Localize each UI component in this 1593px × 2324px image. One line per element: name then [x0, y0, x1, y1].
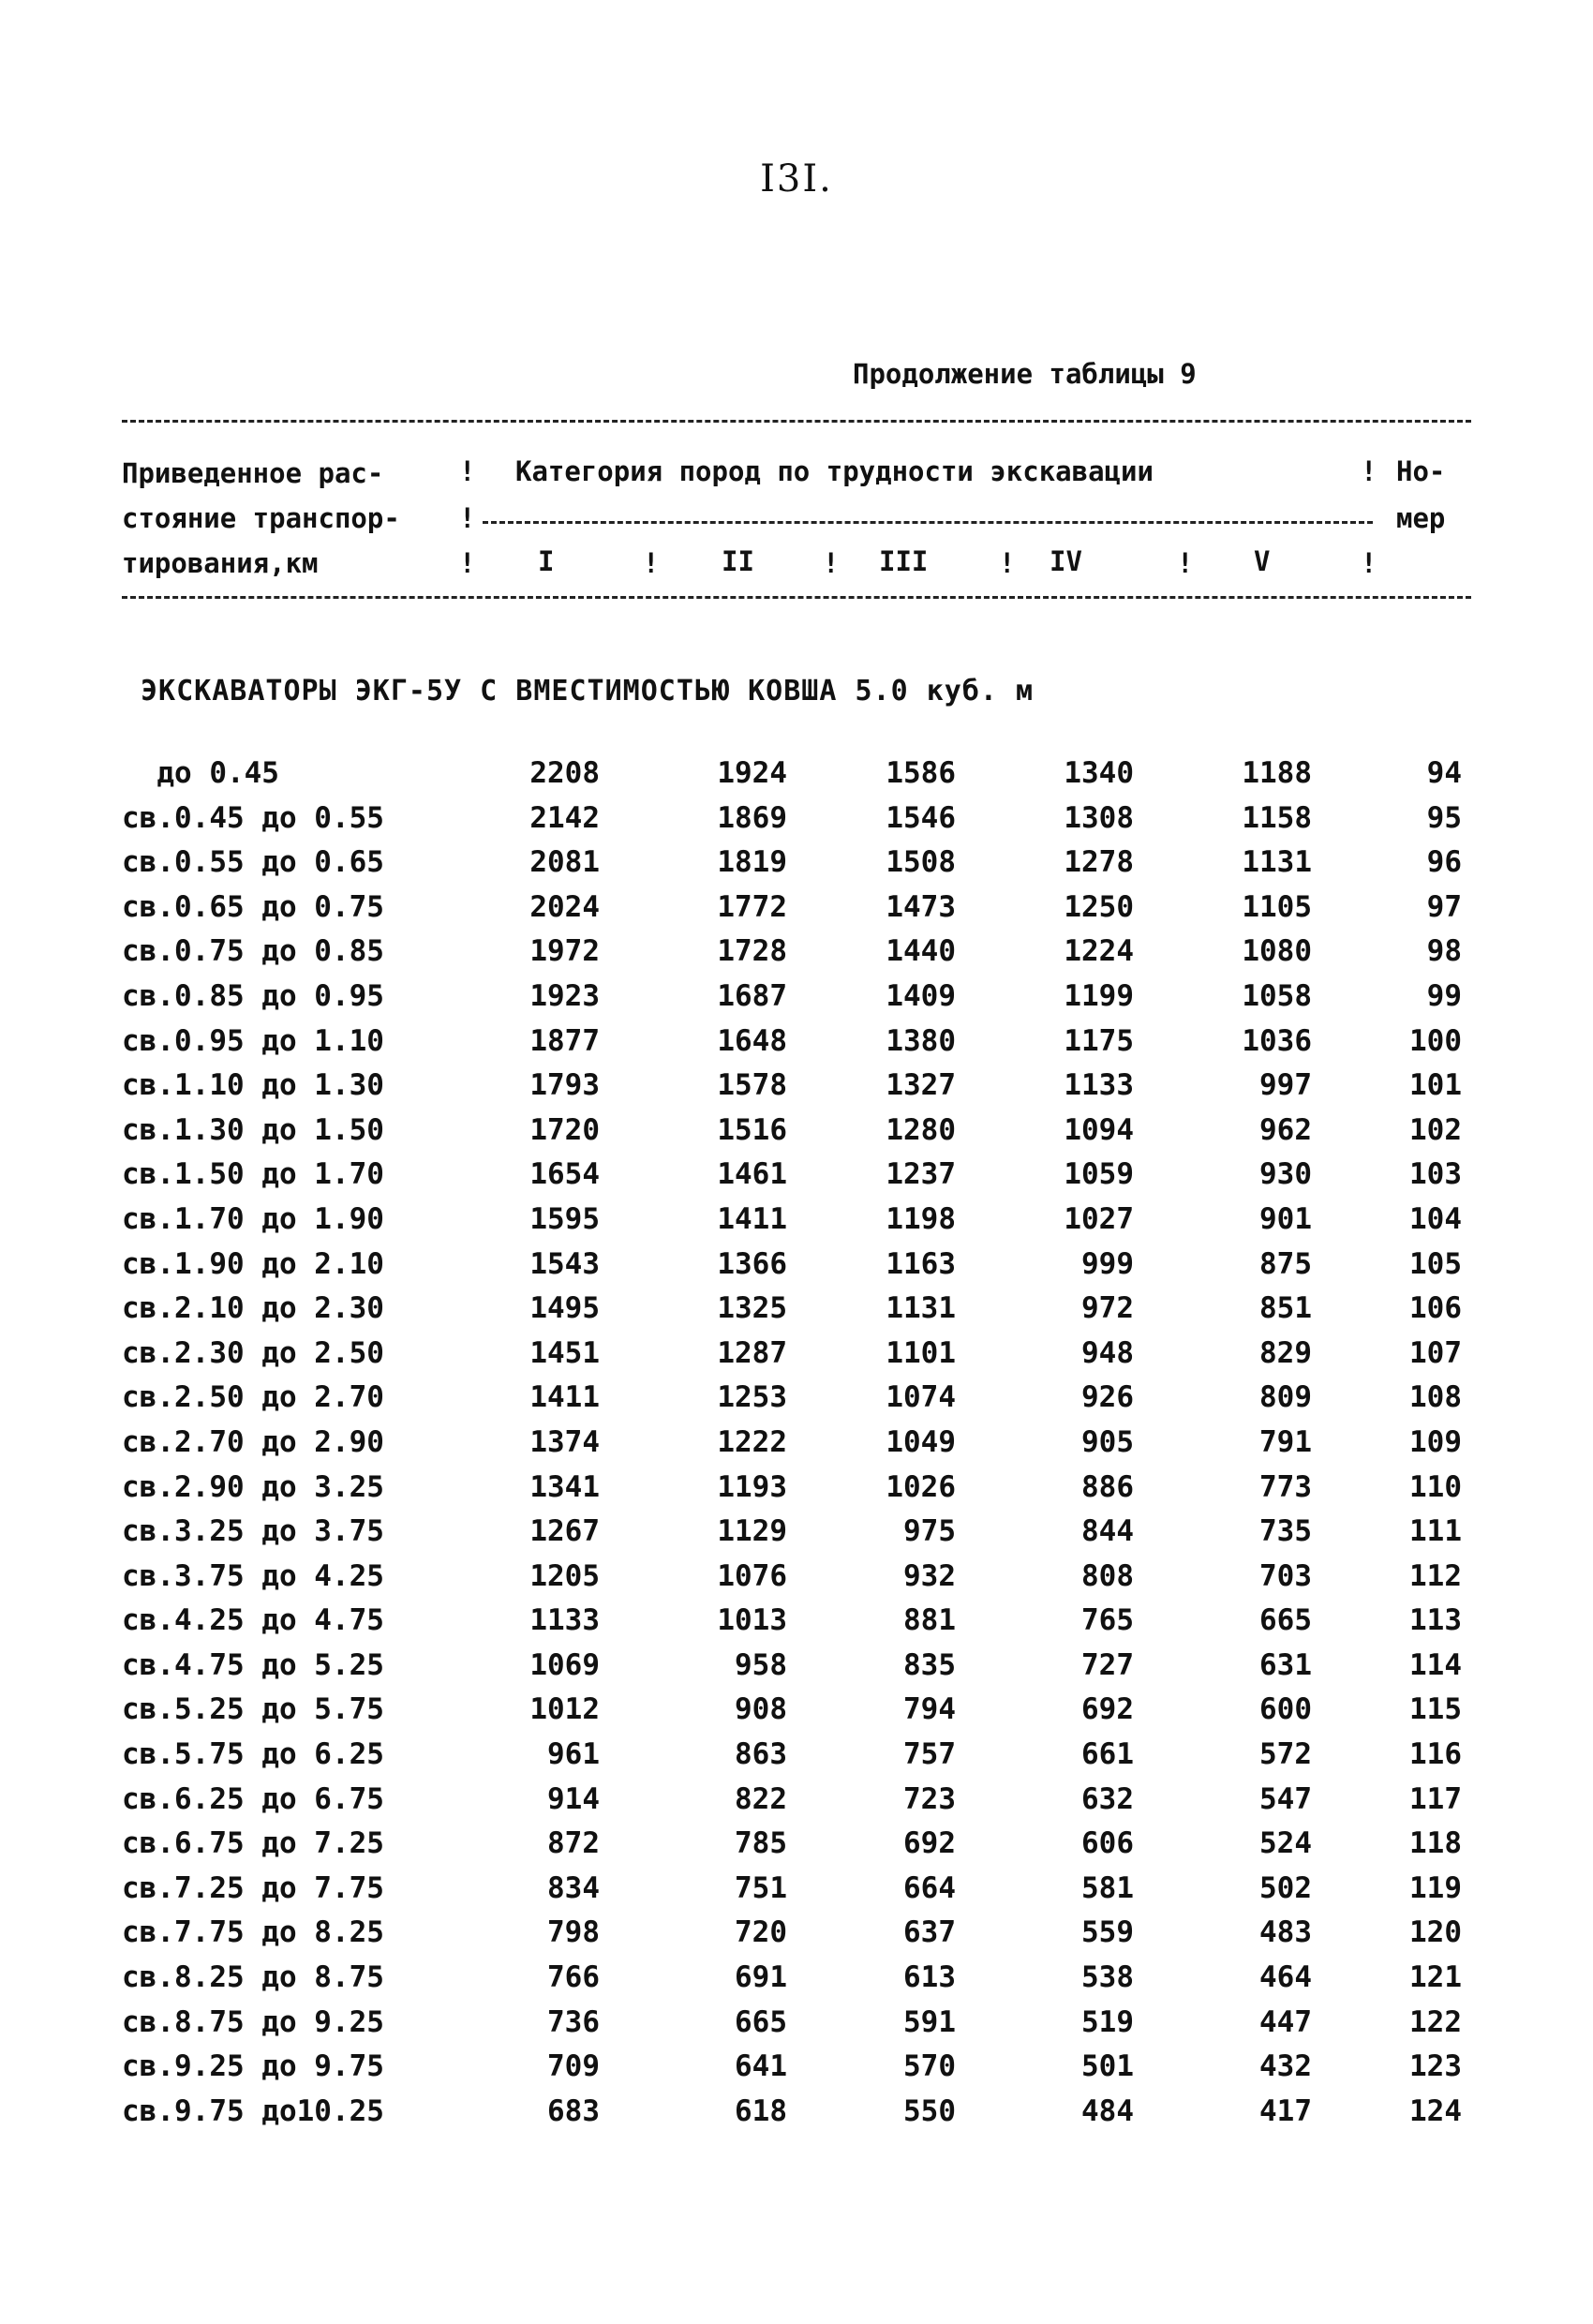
category-i-cell: 1923 [529, 978, 600, 1013]
category-v-cell: 572 [1259, 1737, 1312, 1772]
category-ii-cell: 1819 [717, 845, 787, 880]
category-i-cell: 1495 [529, 1291, 600, 1326]
category-i-cell: 1543 [529, 1246, 600, 1281]
distance-cell: св.0.75 до 0.85 [122, 934, 384, 969]
category-iii-cell: 835 [903, 1647, 956, 1682]
separator-bar: ! [999, 547, 1016, 579]
category-v-cell: 997 [1259, 1068, 1312, 1103]
category-v-cell: 483 [1259, 1915, 1312, 1950]
table-row [0, 1245, 1593, 1290]
category-iii-cell: 1508 [886, 845, 956, 880]
category-ii-cell: 1461 [717, 1157, 787, 1192]
category-ii-cell: 1253 [717, 1380, 787, 1415]
category-iii-cell: 1026 [886, 1469, 956, 1504]
category-ii-cell: 1129 [717, 1514, 787, 1549]
distance-cell: св.7.75 до 8.25 [122, 1915, 384, 1950]
row-number-cell: 124 [1409, 2093, 1462, 2128]
category-i-cell: 1972 [529, 934, 600, 969]
category-i-cell: 798 [547, 1915, 600, 1950]
category-i-cell: 2208 [529, 756, 600, 790]
row-number-cell: 121 [1409, 1960, 1462, 1995]
table-row [0, 1736, 1593, 1780]
category-iii-cell: 692 [903, 1826, 956, 1861]
category-iv-cell: 1133 [1064, 1068, 1134, 1103]
distance-cell: св.0.45 до 0.55 [122, 800, 384, 835]
table-row [0, 1111, 1593, 1156]
category-v-cell: 1131 [1242, 845, 1312, 880]
category-v-cell: 665 [1259, 1603, 1312, 1638]
distance-header-line-1: Приведенное рас- [122, 457, 384, 489]
distance-cell: св.2.50 до 2.70 [122, 1380, 384, 1415]
category-ii-cell: 1222 [717, 1424, 787, 1459]
category-i-cell: 2081 [529, 845, 600, 880]
category-ii-cell: 908 [735, 1692, 787, 1727]
distance-cell: св.1.70 до 1.90 [122, 1201, 384, 1236]
category-iii-cell: 1280 [886, 1112, 956, 1147]
row-number-cell: 116 [1409, 1737, 1462, 1772]
category-i-cell: 2024 [529, 889, 600, 924]
category-ii-cell: 1366 [717, 1246, 787, 1281]
table-row [0, 2093, 1593, 2138]
category-ii-cell: 641 [735, 2049, 787, 2084]
category-iii-cell: 757 [903, 1737, 956, 1772]
category-header-iii: III [879, 545, 929, 577]
row-number-cell: 101 [1409, 1068, 1462, 1103]
distance-cell: св.6.75 до 7.25 [122, 1826, 384, 1861]
table-row [0, 1646, 1593, 1691]
distance-cell: св.0.95 до 1.10 [122, 1023, 384, 1058]
table-row [0, 1334, 1593, 1379]
table-row [0, 1468, 1593, 1513]
table-row [0, 1289, 1593, 1334]
category-v-cell: 524 [1259, 1826, 1312, 1861]
category-iv-cell: 765 [1081, 1603, 1134, 1638]
table-row [0, 1066, 1593, 1111]
category-i-cell: 834 [547, 1870, 600, 1905]
row-number-cell: 117 [1409, 1781, 1462, 1816]
category-i-cell: 872 [547, 1826, 600, 1861]
category-v-cell: 447 [1259, 2004, 1312, 2039]
category-iv-cell: 844 [1081, 1514, 1134, 1549]
table-row [0, 2048, 1593, 2093]
distance-header-line-2: стояние транспор- [122, 502, 400, 534]
category-iv-cell: 538 [1081, 1960, 1134, 1995]
category-iv-cell: 926 [1081, 1380, 1134, 1415]
category-iii-cell: 881 [903, 1603, 956, 1638]
category-header-iv: IV [1050, 545, 1082, 577]
category-iii-cell: 1327 [886, 1068, 956, 1103]
separator-bar: ! [1361, 455, 1377, 487]
row-number-cell: 118 [1409, 1826, 1462, 1861]
row-number-cell: 110 [1409, 1469, 1462, 1504]
category-iii-cell: 1473 [886, 889, 956, 924]
category-ii-cell: 1728 [717, 934, 787, 969]
group-underline [483, 521, 1373, 524]
distance-cell: св.9.75 до10.25 [122, 2093, 384, 2128]
category-iv-cell: 905 [1081, 1424, 1134, 1459]
distance-cell: св.2.70 до 2.90 [122, 1424, 384, 1459]
row-number-cell: 97 [1426, 889, 1462, 924]
distance-cell: св.0.85 до 0.95 [122, 978, 384, 1013]
table-row [0, 799, 1593, 844]
category-iii-cell: 613 [903, 1960, 956, 1995]
category-i-cell: 1374 [529, 1424, 600, 1459]
category-iv-cell: 999 [1081, 1246, 1134, 1281]
category-v-cell: 809 [1259, 1380, 1312, 1415]
distance-cell: св.2.90 до 3.25 [122, 1469, 384, 1504]
row-number-cell: 98 [1426, 934, 1462, 969]
category-ii-cell: 1687 [717, 978, 787, 1013]
row-number-cell: 114 [1409, 1647, 1462, 1682]
category-v-cell: 930 [1259, 1157, 1312, 1192]
category-v-cell: 735 [1259, 1514, 1312, 1549]
distance-cell: св.2.30 до 2.50 [122, 1335, 384, 1370]
table-row [0, 1022, 1593, 1067]
distance-cell: св.8.25 до 8.75 [122, 1960, 384, 1995]
row-number-cell: 107 [1409, 1335, 1462, 1370]
row-number-cell: 109 [1409, 1424, 1462, 1459]
table-continuation-label: Продолжение таблицы 9 [853, 358, 1197, 390]
category-iv-cell: 692 [1081, 1692, 1134, 1727]
category-iv-cell: 1027 [1064, 1201, 1134, 1236]
distance-cell: св.7.25 до 7.75 [122, 1870, 384, 1905]
table-row [0, 888, 1593, 933]
number-header-line-1: Но- [1396, 455, 1446, 487]
table-row [0, 1825, 1593, 1870]
category-ii-cell: 1924 [717, 756, 787, 790]
category-iii-cell: 1440 [886, 934, 956, 969]
table-row [0, 1959, 1593, 2004]
distance-cell: св.0.65 до 0.75 [122, 889, 384, 924]
rock-category-group-title: Категория пород по трудности экскавации [515, 455, 1154, 487]
category-iv-cell: 484 [1081, 2093, 1134, 2128]
category-iv-cell: 501 [1081, 2049, 1134, 2084]
table-row [0, 2004, 1593, 2048]
distance-cell: св.3.25 до 3.75 [122, 1514, 384, 1549]
row-number-cell: 120 [1409, 1915, 1462, 1950]
category-ii-cell: 822 [735, 1781, 787, 1816]
table-row [0, 1691, 1593, 1736]
separator-bar: ! [459, 455, 476, 487]
category-v-cell: 502 [1259, 1870, 1312, 1905]
distance-cell: св.1.10 до 1.30 [122, 1068, 384, 1103]
category-iv-cell: 1094 [1064, 1112, 1134, 1147]
category-iv-cell: 581 [1081, 1870, 1134, 1905]
category-i-cell: 1012 [529, 1692, 600, 1727]
category-iii-cell: 794 [903, 1692, 956, 1727]
category-ii-cell: 1287 [717, 1335, 787, 1370]
distance-cell: св.4.75 до 5.25 [122, 1647, 384, 1682]
category-iv-cell: 1175 [1064, 1023, 1134, 1058]
row-number-cell: 115 [1409, 1692, 1462, 1727]
table-body [0, 754, 1593, 2137]
table-row [0, 1378, 1593, 1423]
category-v-cell: 773 [1259, 1469, 1312, 1504]
category-iii-cell: 1546 [886, 800, 956, 835]
category-ii-cell: 691 [735, 1960, 787, 1995]
category-iv-cell: 1250 [1064, 889, 1134, 924]
category-v-cell: 1058 [1242, 978, 1312, 1013]
category-i-cell: 961 [547, 1737, 600, 1772]
category-v-cell: 600 [1259, 1692, 1312, 1727]
category-i-cell: 1451 [529, 1335, 600, 1370]
category-ii-cell: 1013 [717, 1603, 787, 1638]
category-i-cell: 1720 [529, 1112, 600, 1147]
category-iii-cell: 1131 [886, 1291, 956, 1326]
category-ii-cell: 1578 [717, 1068, 787, 1103]
category-iv-cell: 727 [1081, 1647, 1134, 1682]
category-i-cell: 1877 [529, 1023, 600, 1058]
row-number-cell: 106 [1409, 1291, 1462, 1326]
separator-bar: ! [823, 547, 840, 579]
header-bottom-rule [122, 596, 1471, 599]
category-ii-cell: 665 [735, 2004, 787, 2039]
category-v-cell: 1188 [1242, 756, 1312, 790]
category-iv-cell: 1340 [1064, 756, 1134, 790]
category-iii-cell: 723 [903, 1781, 956, 1816]
category-i-cell: 914 [547, 1781, 600, 1816]
category-header-ii: II [722, 545, 754, 577]
table-row [0, 977, 1593, 1022]
category-v-cell: 1105 [1242, 889, 1312, 924]
row-number-cell: 108 [1409, 1380, 1462, 1415]
table-row [0, 1155, 1593, 1200]
category-v-cell: 464 [1259, 1960, 1312, 1995]
row-number-cell: 100 [1409, 1023, 1462, 1058]
row-number-cell: 111 [1409, 1514, 1462, 1549]
category-iii-cell: 975 [903, 1514, 956, 1549]
category-iii-cell: 1380 [886, 1023, 956, 1058]
category-ii-cell: 1193 [717, 1469, 787, 1504]
category-iv-cell: 632 [1081, 1781, 1134, 1816]
category-v-cell: 417 [1259, 2093, 1312, 2128]
category-iii-cell: 1409 [886, 978, 956, 1013]
category-iv-cell: 972 [1081, 1291, 1134, 1326]
category-header-v: V [1254, 545, 1271, 577]
table-row [0, 1601, 1593, 1646]
category-iii-cell: 932 [903, 1558, 956, 1593]
table-row [0, 1557, 1593, 1602]
category-v-cell: 791 [1259, 1424, 1312, 1459]
category-v-cell: 875 [1259, 1246, 1312, 1281]
category-iii-cell: 550 [903, 2093, 956, 2128]
category-iii-cell: 637 [903, 1915, 956, 1950]
separator-bar: ! [1177, 547, 1194, 579]
category-i-cell: 1133 [529, 1603, 600, 1638]
category-i-cell: 709 [547, 2049, 600, 2084]
category-iv-cell: 519 [1081, 2004, 1134, 2039]
category-iii-cell: 1049 [886, 1424, 956, 1459]
category-iii-cell: 1198 [886, 1201, 956, 1236]
distance-cell: св.1.30 до 1.50 [122, 1112, 384, 1147]
category-ii-cell: 618 [735, 2093, 787, 2128]
category-i-cell: 1654 [529, 1157, 600, 1192]
category-iv-cell: 948 [1081, 1335, 1134, 1370]
separator-bar: ! [459, 547, 476, 579]
category-iii-cell: 570 [903, 2049, 956, 2084]
category-i-cell: 736 [547, 2004, 600, 2039]
distance-cell: св.6.25 до 6.75 [122, 1781, 384, 1816]
category-ii-cell: 1648 [717, 1023, 787, 1058]
distance-cell: св.1.50 до 1.70 [122, 1157, 384, 1192]
category-v-cell: 703 [1259, 1558, 1312, 1593]
table-row [0, 754, 1593, 799]
category-i-cell: 2142 [529, 800, 600, 835]
table-row [0, 1512, 1593, 1557]
category-v-cell: 547 [1259, 1781, 1312, 1816]
row-number-cell: 123 [1409, 2049, 1462, 2084]
table-row [0, 932, 1593, 977]
category-ii-cell: 720 [735, 1915, 787, 1950]
separator-bar: ! [643, 547, 660, 579]
category-v-cell: 1080 [1242, 934, 1312, 969]
category-i-cell: 1793 [529, 1068, 600, 1103]
separator-bar: ! [1361, 547, 1377, 579]
row-number-cell: 119 [1409, 1870, 1462, 1905]
category-iii-cell: 664 [903, 1870, 956, 1905]
separator-bar: ! [459, 502, 476, 534]
distance-header-line-3: тирования,км [122, 547, 319, 579]
category-iv-cell: 661 [1081, 1737, 1134, 1772]
category-iv-cell: 1308 [1064, 800, 1134, 835]
table-row [0, 1914, 1593, 1959]
row-number-cell: 112 [1409, 1558, 1462, 1593]
page-number: I3I. [760, 157, 833, 201]
row-number-cell: 103 [1409, 1157, 1462, 1192]
row-number-cell: 94 [1426, 756, 1462, 790]
category-iv-cell: 1278 [1064, 845, 1134, 880]
row-number-cell: 102 [1409, 1112, 1462, 1147]
row-number-cell: 105 [1409, 1246, 1462, 1281]
distance-cell: до 0.45 [122, 756, 279, 790]
category-i-cell: 1595 [529, 1201, 600, 1236]
category-i-cell: 766 [547, 1960, 600, 1995]
category-v-cell: 829 [1259, 1335, 1312, 1370]
distance-cell: св.2.10 до 2.30 [122, 1291, 384, 1326]
section-title: ЭКСКАВАТОРЫ ЭКГ-5У С ВМЕСТИМОСТЬЮ КОВША 5.0 куб. м [141, 675, 1035, 708]
category-iii-cell: 1237 [886, 1157, 956, 1192]
distance-cell: св.8.75 до 9.25 [122, 2004, 384, 2039]
category-ii-cell: 1772 [717, 889, 787, 924]
distance-cell: св.4.25 до 4.75 [122, 1603, 384, 1638]
category-v-cell: 962 [1259, 1112, 1312, 1147]
top-rule [122, 420, 1471, 423]
category-v-cell: 901 [1259, 1201, 1312, 1236]
table-row [0, 843, 1593, 888]
category-iv-cell: 1059 [1064, 1157, 1134, 1192]
category-iii-cell: 591 [903, 2004, 956, 2039]
category-ii-cell: 1411 [717, 1201, 787, 1236]
category-iv-cell: 1224 [1064, 934, 1134, 969]
category-ii-cell: 751 [735, 1870, 787, 1905]
category-iv-cell: 1199 [1064, 978, 1134, 1013]
category-iii-cell: 1074 [886, 1380, 956, 1415]
category-i-cell: 683 [547, 2093, 600, 2128]
category-iii-cell: 1101 [886, 1335, 956, 1370]
table-row [0, 1200, 1593, 1245]
category-header-i: I [538, 545, 555, 577]
distance-cell: св.0.55 до 0.65 [122, 845, 384, 880]
table-row [0, 1870, 1593, 1914]
category-i-cell: 1205 [529, 1558, 600, 1593]
table-row [0, 1423, 1593, 1468]
category-ii-cell: 1325 [717, 1291, 787, 1326]
number-header-line-2: мер [1396, 502, 1446, 534]
category-iv-cell: 886 [1081, 1469, 1134, 1504]
distance-cell: св.3.75 до 4.25 [122, 1558, 384, 1593]
category-v-cell: 1036 [1242, 1023, 1312, 1058]
row-number-cell: 96 [1426, 845, 1462, 880]
category-v-cell: 1158 [1242, 800, 1312, 835]
table-row [0, 1780, 1593, 1825]
distance-cell: св.1.90 до 2.10 [122, 1246, 384, 1281]
category-iv-cell: 808 [1081, 1558, 1134, 1593]
category-iii-cell: 1586 [886, 756, 956, 790]
category-iii-cell: 1163 [886, 1246, 956, 1281]
row-number-cell: 113 [1409, 1603, 1462, 1638]
category-i-cell: 1411 [529, 1380, 600, 1415]
category-v-cell: 851 [1259, 1291, 1312, 1326]
category-v-cell: 432 [1259, 2049, 1312, 2084]
category-ii-cell: 785 [735, 1826, 787, 1861]
row-number-cell: 95 [1426, 800, 1462, 835]
row-number-cell: 104 [1409, 1201, 1462, 1236]
row-number-cell: 99 [1426, 978, 1462, 1013]
row-number-cell: 122 [1409, 2004, 1462, 2039]
category-iv-cell: 606 [1081, 1826, 1134, 1861]
category-ii-cell: 1516 [717, 1112, 787, 1147]
distance-cell: св.5.75 до 6.25 [122, 1737, 384, 1772]
distance-cell: св.9.25 до 9.75 [122, 2049, 384, 2084]
category-iv-cell: 559 [1081, 1915, 1134, 1950]
category-i-cell: 1341 [529, 1469, 600, 1504]
category-ii-cell: 1076 [717, 1558, 787, 1593]
category-ii-cell: 1869 [717, 800, 787, 835]
category-i-cell: 1267 [529, 1514, 600, 1549]
category-ii-cell: 958 [735, 1647, 787, 1682]
category-i-cell: 1069 [529, 1647, 600, 1682]
distance-cell: св.5.25 до 5.75 [122, 1692, 384, 1727]
category-ii-cell: 863 [735, 1737, 787, 1772]
category-v-cell: 631 [1259, 1647, 1312, 1682]
